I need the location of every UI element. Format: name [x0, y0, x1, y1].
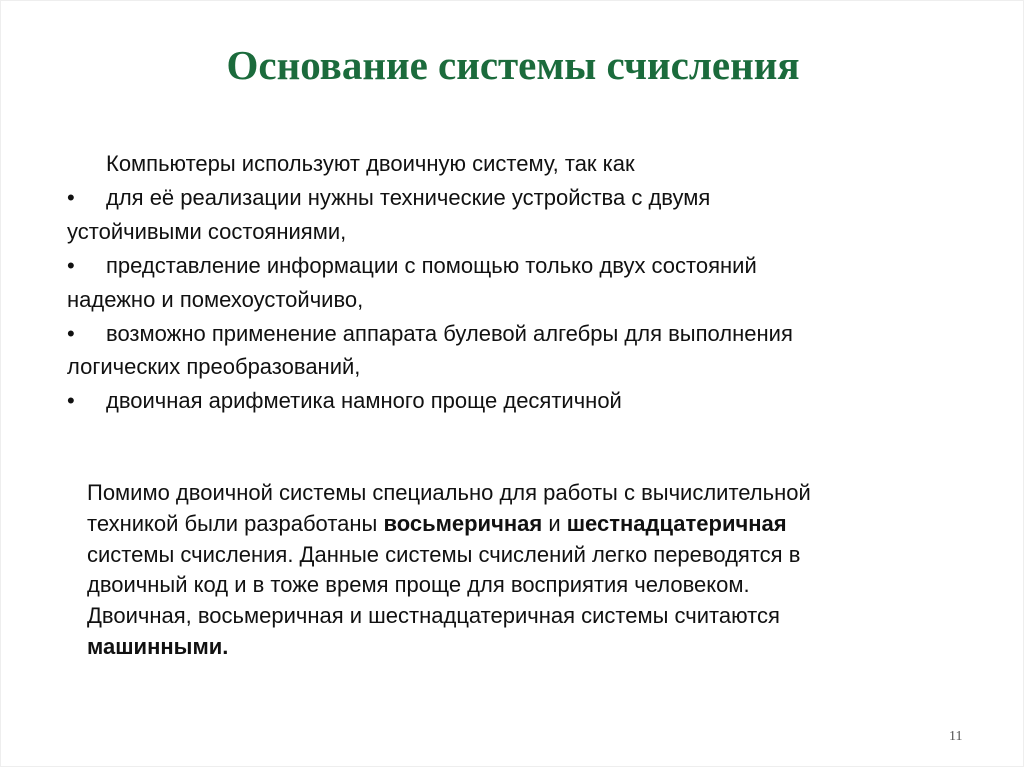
bullet-1-line-1: для её реализации нужны технические устройства с двумя — [106, 185, 711, 210]
intro-text: Компьютеры используют двоичную систему, так как — [106, 151, 635, 176]
page-number: 11 — [949, 729, 963, 744]
slide-title: Основание системы счисления — [226, 42, 800, 88]
paragraph-line-2 — [87, 511, 787, 537]
text: . — [222, 634, 229, 659]
bullet-3-line-1: возможно применение аппарата булевой алгебры для выполнения — [106, 321, 793, 346]
paragraph-line-6 — [87, 634, 228, 660]
term-octal: восьмеричная — [383, 511, 543, 536]
text: и — [542, 511, 567, 536]
bullet-icon: • — [67, 185, 75, 210]
paragraph-line-5: Двоичная, восьмеричная и шестнадцатеричная системы считаются — [87, 603, 780, 628]
bullet-3-line-2: логических преобразований, — [67, 354, 361, 379]
bullet-2-line-1: представление информации с помощью только двух состояний — [106, 253, 757, 278]
bullet-icon: • — [67, 388, 75, 413]
bullet-1-line-2: устойчивыми состояниями, — [67, 219, 347, 244]
bullet-2-line-2: надежно и помехоустойчиво, — [67, 287, 364, 312]
paragraph-line-4: двоичный код и в тоже время проще для восприятия человеком. — [87, 572, 750, 597]
bullet-icon: • — [67, 321, 75, 346]
text: техникой были разработаны — [87, 511, 384, 536]
paragraph-line-1: Помимо двоичной системы специально для работы с вычислительной — [87, 480, 811, 505]
paragraph-line-3: системы счисления. Данные системы счислений легко переводятся в — [87, 542, 801, 567]
term-machine: машинными — [87, 634, 223, 659]
term-hex: шестнадцатеричная — [566, 511, 787, 536]
bullet-4-line-1: двоичная арифметика намного проще десятичной — [106, 388, 622, 413]
bullet-icon: • — [67, 253, 75, 278]
